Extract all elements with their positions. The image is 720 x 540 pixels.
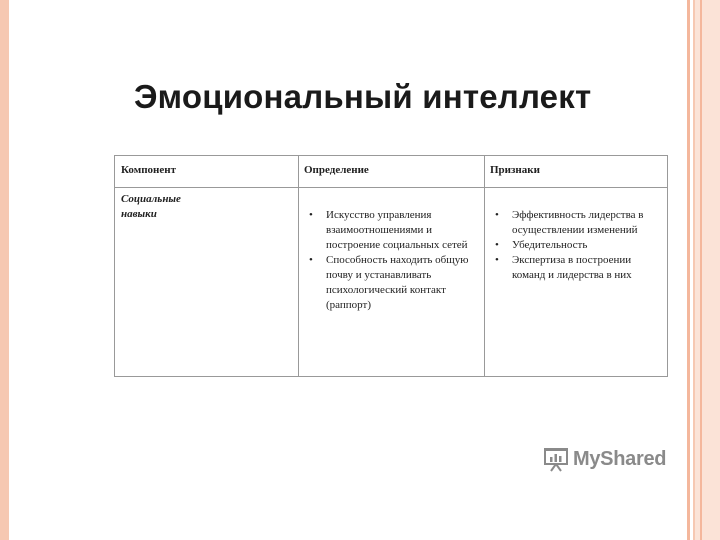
signs-list [490, 208, 666, 283]
right-decorative-border [693, 0, 720, 540]
component-cell: Социальные навыки [121, 193, 181, 220]
header-signs: Признаки [490, 164, 540, 176]
sign-item: • Убедительность [490, 238, 666, 253]
left-decorative-border [0, 0, 9, 540]
right-decorative-line [687, 0, 690, 540]
right-decorative-line-inner [700, 0, 702, 540]
presentation-icon [543, 446, 569, 472]
logo-text: MyShared [573, 447, 667, 470]
header-component: Компонент [121, 164, 177, 176]
column-component [115, 156, 298, 376]
skills-table [114, 155, 668, 377]
definition-item: • Искусство управления взаимоотношениями и построение социальных сетей [304, 208, 474, 253]
slide-title: Эмоциональный интеллект [134, 78, 592, 115]
sign-item: • Экспертиза в построении команд и лидерства в них [490, 253, 666, 283]
definition-list [304, 208, 474, 313]
header-definition: Определение [304, 164, 369, 176]
definition-item: • Способность находить общую почву и устанавливать психологический контакт (раппорт) [304, 253, 474, 313]
table-header-row [115, 156, 667, 188]
myshared-logo [543, 444, 666, 474]
sign-item: • Эффективность лидерства в осуществлении изменений [490, 208, 666, 238]
